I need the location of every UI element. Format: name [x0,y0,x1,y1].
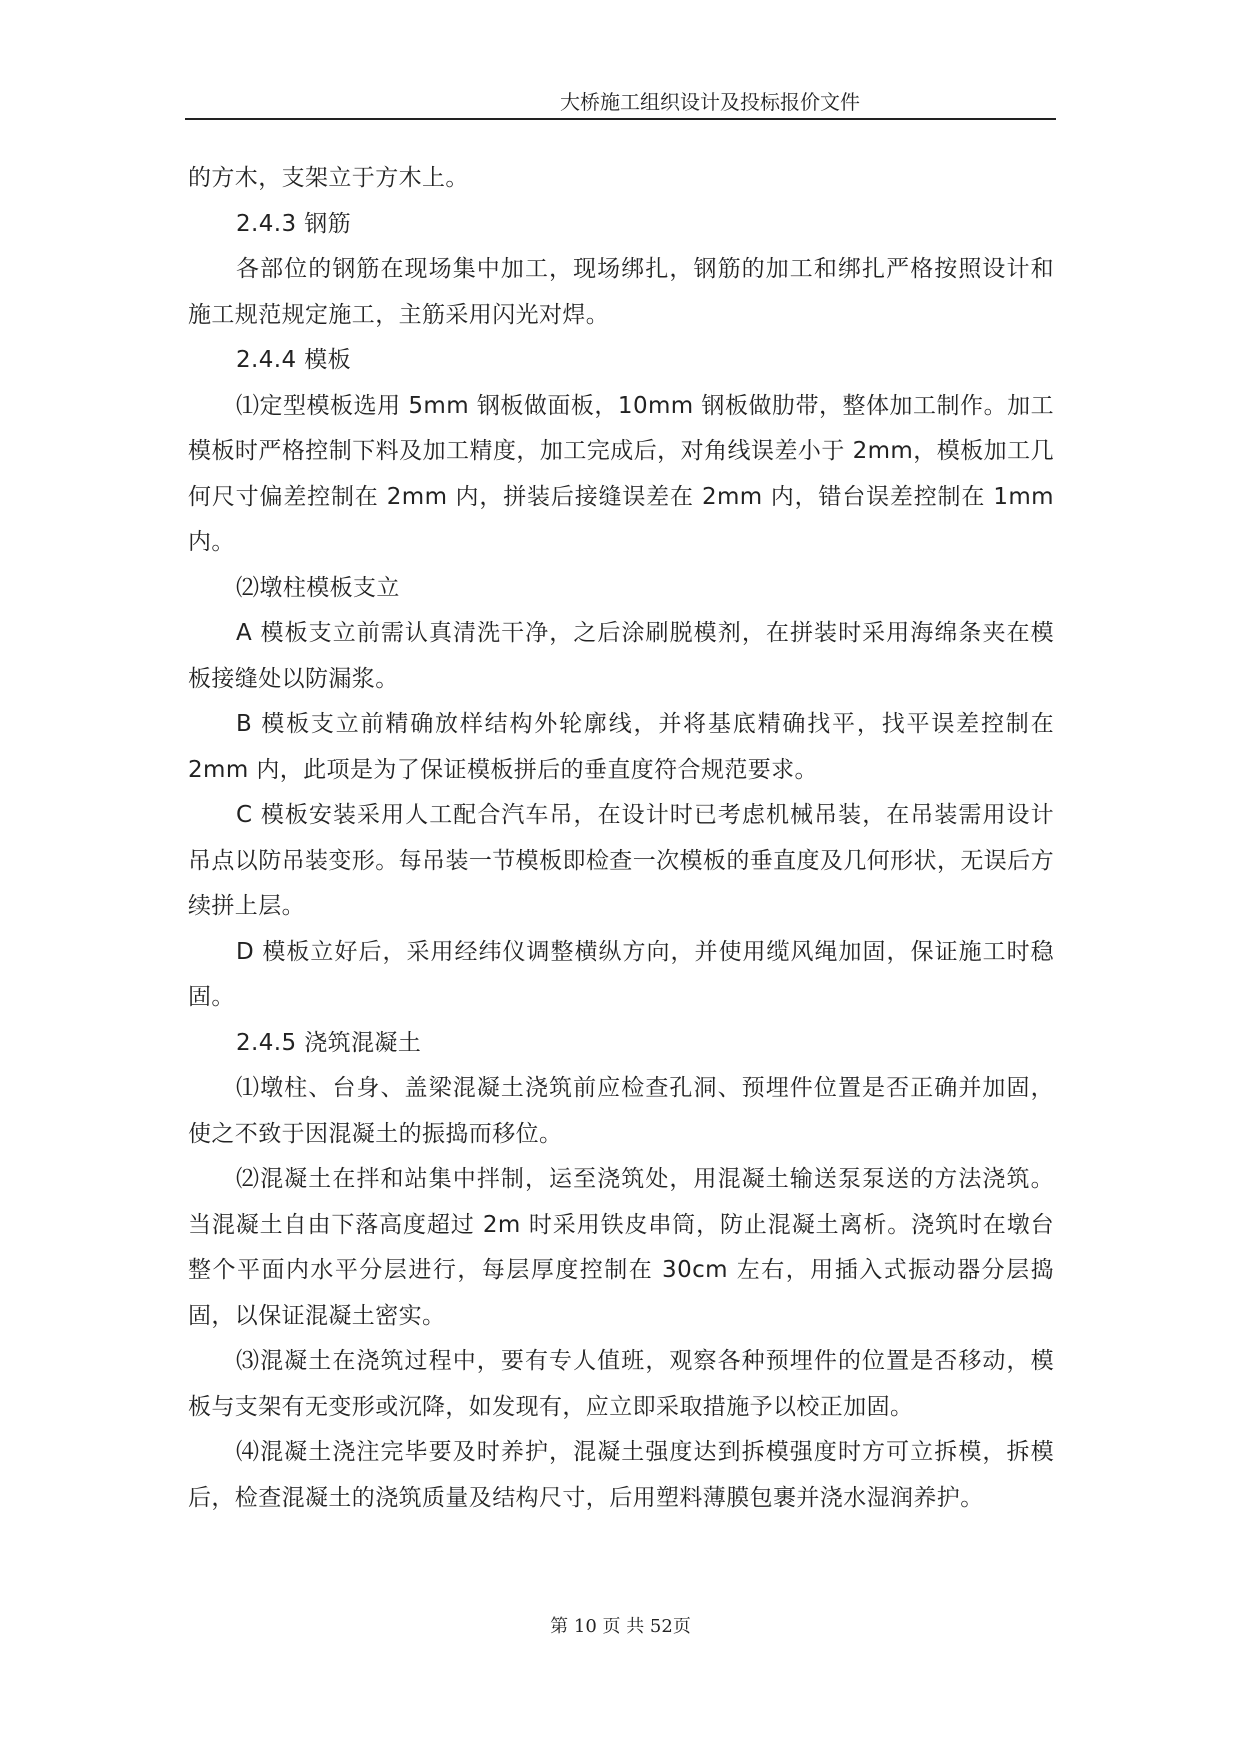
section-heading-2-4-3: 2.4.3 钢筋 [236,210,352,237]
paragraph: B 模板支立前精确放样结构外轮廓线，并将基底精确找平，找平误差控制在 2mm 内，此项是为了保证模板拼后的垂直度符合规范要求。 [188,711,1054,783]
paragraph: ⑴定型模板选用 5mm 钢板做面板，10mm 钢板做肋带，整体加工制作。加工模板时严格控制下料及加工精度，加工完成后，对角线误差小于 2mm，模板加工几何尺寸偏差控制在 2mm 内，拼装后接缝误差在 2mm 内，错台误差控制在 1mm 内。 [188,392,1054,555]
paragraph-continuation: 的方木，支架立于方木上。 [188,165,469,191]
paragraph: 各部位的钢筋在现场集中加工，现场绑扎，钢筋的加工和绑扎严格按照设计和施工规范规定施工，主筋采用闪光对焊。 [188,256,1054,328]
header-divider [185,118,1056,120]
section-heading-2-4-4: 2.4.4 模板 [236,347,352,373]
page-header-title: 大桥施工组织设计及投标报价文件 [560,90,860,114]
paragraph: A 模板支立前需认真清洗干净，之后涂刷脱模剂，在拼装时采用海绵条夹在模板接缝处以防漏浆。 [188,620,1054,692]
paragraph: ⑶混凝土在浇筑过程中，要有专人值班，观察各种预埋件的位置是否移动，模板与支架有无变形或沉降，如发现有，应立即采取措施予以校正加固。 [188,1348,1054,1420]
paragraph: ⑵墩柱模板支立 [236,574,400,601]
page-footer: 第 10 页 共 52页 [550,1616,691,1637]
document-body [188,156,1054,1521]
paragraph: D 模板立好后，采用经纬仪调整横纵方向，并使用缆风绳加固，保证施工时稳固。 [188,938,1054,1010]
paragraph: C 模板安装采用人工配合汽车吊，在设计时已考虑机械吊装，在吊装需用设计吊点以防吊装变形。每吊装一节模板即检查一次模板的垂直度及几何形状，无误后方续拼上层。 [188,802,1054,919]
paragraph: ⑴墩柱、台身、盖梁混凝土浇筑前应检查孔洞、预埋件位置是否正确并加固，使之不致于因混凝土的振捣而移位。 [188,1075,1054,1147]
paragraph: ⑵混凝土在拌和站集中拌制，运至浇筑处，用混凝土输送泵泵送的方法浇筑。当混凝土自由下落高度超过 2m 时采用铁皮串筒，防止混凝土离析。浇筑时在墩台整个平面内水平分层进行，每层厚度控制在 30cm 左右，用插入式振动器分层捣固，以保证混凝土密实。 [188,1166,1054,1329]
paragraph: ⑷混凝土浇注完毕要及时养护，混凝土强度达到拆模强度时方可立拆模，拆模后，检查混凝土的浇筑质量及结构尺寸，后用塑料薄膜包裹并浇水湿润养护。 [188,1439,1054,1511]
section-heading-2-4-5: 2.4.5 浇筑混凝土 [236,1029,422,1056]
